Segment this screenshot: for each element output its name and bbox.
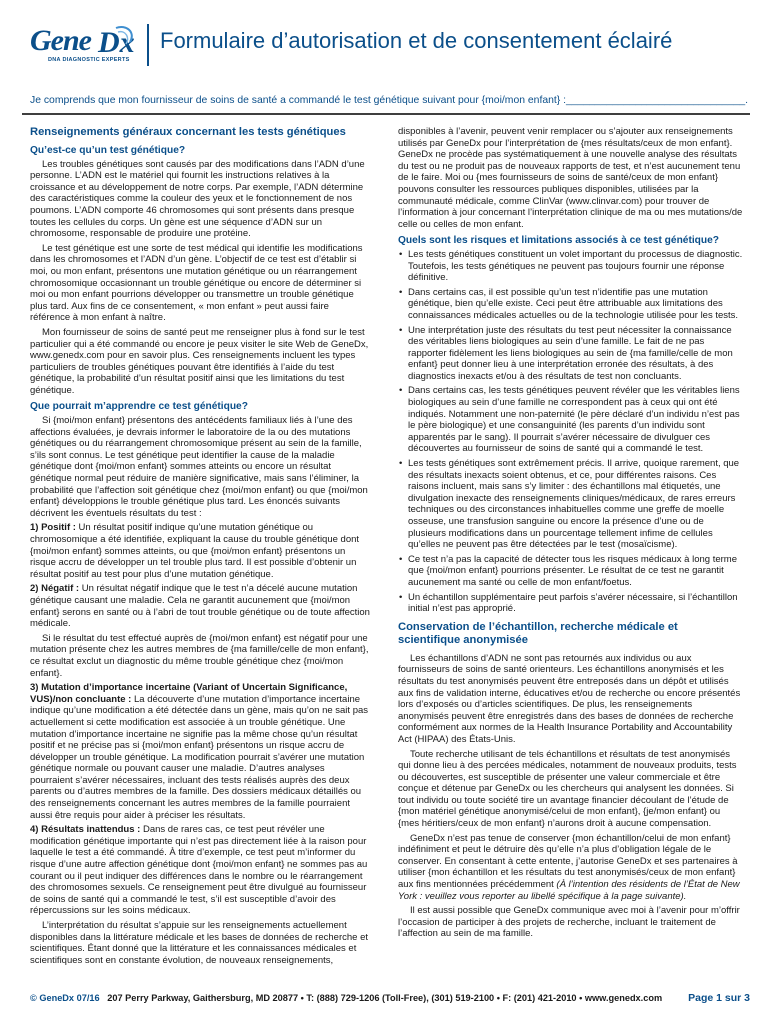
logo-tagline: DNA DIAGNOSTIC EXPERTS xyxy=(48,57,130,63)
footer-address: 207 Perry Parkway, Gaithersburg, MD 20877 • T: (888) 729-1206 (Toll-Free), (301) 519-2100 • F: (201) 421-2010 • www.genedx.com xyxy=(107,993,663,1003)
question-risks-limitations: Quels sont les risques et limitations associés à ce test génétique? xyxy=(398,235,720,247)
page-footer xyxy=(30,993,750,1003)
paragraph: Le test génétique est une sorte de test médical qui identifie les modifications dans les chromosomes et l’ADN d’un gène. L’objectif de ce test est d’établir si moi, ou mon enfant, présentons une mutation génétique ou un réarrangement chromosomique occasionnant un trouble génétique ou encore de déterminer si moi ou mon enfant pourrions développer ou transmettre un trouble génétique plus tard. Aux fins de ce consentement, « mon enfant » peut aussi faire référence à mon enfant à naître. xyxy=(30,242,363,324)
svg-text:Dx: Dx xyxy=(98,26,135,59)
paragraph xyxy=(398,833,743,903)
result-unexpected xyxy=(30,824,370,917)
paragraph: disponibles à l’avenir, peuvent venir remplacer ou s’ajouter aux renseignements utilisés par GeneDx pour l’interprétation de {mes résultats/ceux de mon enfant}. GeneDx ne procède pas systématiquement à une nouvelle analyse des résultats du test ou ne produit pas de nouveaux rapports de test, et n’est aucunement tenu de le faire. Moi ou {mes fournisseurs de soins de santé/ceux de mon enfant} pouvons consulter les ressources publiques disponibles, utilisées par la communauté médicale, comme ClinVar (www.clinvar.com) pour trouver de l’information à jour concernant l’interprétation clinique de ma ou mes mutations/de celle ou celles de mon enfant. xyxy=(398,126,743,230)
result-text: Dans de rares cas, ce test peut révéler une modification génétique importante qui n’est pas directement liée à la raison pour laquelle le test a été commandé. À titre d’exemple, ce test peut m’informer du risque d’une autre affection génétique dont {moi/mon enfant} ne sommes pas au courant ou il peut indiquer des différences dans le nombre ou le réarrangement des chromosomes sexuels. Ce renseignement peut être divulgué au fournisseur de soins de santé qui a commandé le test, s’il est susceptible d’avoir des répercussions sur les soins médicaux. xyxy=(30,824,368,917)
paragraph: Les échantillons d’ADN ne sont pas retournés aux individus ou aux fournisseurs de soins de santé orienteurs. Les échantillons anonymisés et les résultats du test anonymisés peuvent être entreposés dans un dépôt et utilisés aux fins de validation interne, éducatives et/ou de recherche ou encore présentés lors d’exposés ou d’articles scientifiques. De plus, les renseignements anonymisés peuvent être enregistrés dans des bases de données de recherche conformément aux normes de la Health Insurance Portability and Accountability Act (HIPAA) des États-Unis. xyxy=(398,652,741,745)
section-heading-general: Renseignements généraux concernant les tests génétiques xyxy=(30,126,346,138)
section-heading-conservation: Conservation de l’échantillon, recherche médicale et scientifique anonymisée xyxy=(398,620,678,646)
left-column xyxy=(30,120,370,969)
dx-logo-icon xyxy=(96,22,136,62)
list-item: • Une interprétation juste des résultats du test peut nécessiter la connaissance des véritables liens biologiques au sein d’une famille. Le fait de ne pas rapporter fidèlement les liens biologiques au sein de {ma famille/celle de mon enfant} peut donner lieu à une interprétation erronée des résultats, à des diagnostics inexacts et/ou à des résultats de test non concluants. xyxy=(398,325,743,383)
logo-wordmark: Gene xyxy=(30,24,91,57)
result-positive xyxy=(30,522,370,580)
paragraph: Il est aussi possible que GeneDx communique avec moi à l’avenir pour m’offrir l’occasion de participer à des projets de recherche, incluant le traitement de l’affection au sein de ma famille. xyxy=(398,905,740,940)
list-item: • Dans certains cas, les tests génétiques peuvent révéler que les véritables liens biologiques au sein d’une famille ne correspondent pas à ceux qui ont été indiqués. Notamment une non-paternité (le père déclaré d’un individu n’est pas le père biologique) et une consanguinité (les parents d’un individu sont apparentés par le sang). Il pourrait s’avérer nécessaire de divulguer ces découvertes au fournisseur de soins de santé qui a commandé le test. xyxy=(398,385,743,455)
paragraph: Si {moi/mon enfant} présentons des antécédents familiaux liés à l’une des affections évaluées, je devrais informer le laboratoire de la ou des mutations génétiques ou du réarrangement chromosomique présent au sein de la famille, s’ils sont connus. Le test génétique peut identifier la cause de la maladie génétique dont {moi/mon enfant} sommes atteints ou encore un résultat génétique normal peut réduire de manière significative, mais sans l’éliminer, la probabilité que l’affection soit génétique chez {moi/mon enfant} ou que {moi/mon enfant} développions le trouble génétique plus tard. Les énoncés suivants décrivent les éventuels résultats du test : xyxy=(30,415,368,519)
result-label: 1) Positif : xyxy=(30,522,76,534)
paragraph: Si le résultat du test effectué auprès de {moi/mon enfant} est négatif pour une mutation présente chez les autres membres de {ma famille/celle de mon enfant}, ce résultat exclut un diagnostic du même trouble génétique chez {moi/mon enfant}. xyxy=(30,632,369,679)
footer-copyright: © GeneDx 07/16 xyxy=(30,993,100,1003)
list-item: • Dans certains cas, il est possible qu’un test n’identifie pas une mutation génétique, bien qu’elle existe. Ceci peut être attribuable aux limitations des connaissances médicales actuelles ou de la technologie utilisée pour les tests. xyxy=(398,287,743,322)
result-text: La découverte d’une mutation d’importance incertaine indique qu’une modification a été détectée dans un gène, mais qu’on ne sait pas actuellement si cette modification est associée à un trouble génétique. Une mutation d’importance incertaine ne signifie pas la même chose qu’un résultat positif et ne précise pas si {moi/mon enfant} présentons un risque accru de développer un trouble génétique. La modification pourrait s’avérer une mutation génétique normale ou pouvant causer une maladie. D’autres analyses pourraient s’avérer nécessaires, incluant des tests réalisés auprès des deux parents ou d’autres membres de la famille. Des dossiers médicaux détaillés ou des renseignements concernant les autres membres de la famille pourraient aussi être requis pour aider à préciser les résultats. xyxy=(30,693,369,821)
result-text: Un résultat positif indique qu’une mutation génétique ou chromosomique a été identifiée, expliquant la cause du trouble génétique dont {moi/mon enfant} sommes atteints, ou que {moi/mon enfant} présentons un risque accru de développer un tel trouble plus tard. Il est possible d’obtenir un résultat positif au test pour plus d’une mutation génétique. xyxy=(30,522,360,580)
list-item: • Un échantillon supplémentaire peut parfois s’avérer nécessaire, si l’échantillon initial n’est pas approprié. xyxy=(398,592,743,615)
list-item: • Ce test n’a pas la capacité de détecter tous les risques médicaux à long terme que {moi/mon enfant} pourrions présenter. Le résultat de ce test ne garantit aucunement ma santé ou celle de mon enfant/foetus. xyxy=(398,554,743,589)
page-title: Formulaire d’autorisation et de consentement éclairé xyxy=(160,28,673,53)
paragraph: L’interprétation du résultat s’appuie sur les renseignements actuellement disponibles dans la littérature médicale et les bases de données de recherche et scientifiques. Étant donné que la littérature et les connaissances médicales et scientifiques sont en constante évolution, de nouveaux renseignements, xyxy=(30,920,368,966)
risks-list xyxy=(398,249,743,615)
paragraph: Mon fournisseur de soins de santé peut me renseigner plus à fond sur le test particulier qui a été commandé ou encore je peux visiter le site Web de GeneDx, www.genedx.com pour en savoir plus. Ces renseignements incluent les types particuliers de troubles génétiques pouvant être identifiés à l’aide du test génétique, la probabilité d’un résultat positif ainsi que les limitations du test génétique. xyxy=(30,326,369,396)
header-divider xyxy=(147,24,149,66)
result-label: 4) Résultats inattendus : xyxy=(30,824,141,836)
result-label: 3) Mutation d’importance incertaine (Variant of Uncertain Significance, VUS)/non concluante : xyxy=(30,682,348,705)
intro-divider xyxy=(22,113,750,115)
new-york-note: (À l’intention des résidents de l’État de New York : veuillez vous reporter au libellé spécifique à la page suivante). xyxy=(398,879,740,902)
list-item: • Les tests génétiques sont extrêmement précis. Il arrive, quoique rarement, que des résultats inexacts soient obtenus, et ce, pour différentes raisons. Ces raisons incluent, mais sans s’y limiter : des échantillons mal étiquetés, une divulgation inexacte des renseignements cliniques/médicaux, de rares erreurs techniques ou des circonstances inhabituelles comme une greffe de moelle osseuse, une transfusion sanguine ou encore la présence d’une ou de plusieurs modifications dans un pourcentage tellement infime de cellules qu’elles ne peuvent pas être détectées par le test (mosaïcisme). xyxy=(398,458,743,551)
intro-statement: Je comprends que mon fournisseur de soins de santé a commandé le test génétique suivant pour {moi/mon enfant} :_______________________________. xyxy=(30,95,749,106)
result-text: Un résultat négatif indique que le test n’a décelé aucune mutation génétique causant une maladie. Cela ne garantit aucunement que {moi/mon enfant} serons en santé ou à l’abri de tout trouble génétique ou de toute affection médicale. xyxy=(30,583,370,630)
question-what-can-learn: Que pourrait m’apprendre ce test génétique? xyxy=(30,401,248,413)
result-negative xyxy=(30,583,370,629)
result-vus xyxy=(30,682,370,821)
page-number: Page 1 sur 3 xyxy=(688,992,750,1004)
paragraph: Les troubles génétiques sont causés par des modifications dans l’ADN d’une personne. L’ADN est le matériel qui fournit les instructions relatives à la croissance et au développement de notre corps. Par exemple, l’ADN détermine des caractéristiques comme la couleur des yeux et le fonctionnement de nos poumons. L’ADN comporte 46 chromosomes qui sont présents dans presque toutes les cellules du corps. Un gène est une séquence d’ADN sur un chromosome, responsable de produire une protéine. xyxy=(30,158,365,240)
result-label: 2) Négatif : xyxy=(30,583,80,595)
right-column xyxy=(398,126,743,943)
paragraph: Toute recherche utilisant de tels échantillons et résultats de test anonymisés qui donne lieu à des percées médicales, notamment de nouveaux produits, tests ou découvertes, est susceptible de présenter une valeur commerciale et être conçue et détenue par GeneDx ou les chercheurs qui analysent les données. Si tout individu ou toute société tire un avantage financier découlant de l’étude de {mon matériel génétique anonymisé/celui de mon enfant}, {je/mon enfant} ou {mes héritiers/ceux de mon enfant} n’aurons droit à aucune compensation. xyxy=(398,748,737,830)
paragraph-text: GeneDx n’est pas tenue de conserver {mon échantillon/celui de mon enfant} indéfiniment et peut le détruire dès qu’elle n’a plus d’obligation légale de le conserver. En consentant à cette entente, j’autorise GeneDx et ses partenaires à utiliser {mon échantillon et les résultats du test anonymisés/ceux de mon enfant} aux fins mentionnées précédemment xyxy=(398,832,738,891)
genedx-logo xyxy=(30,24,142,68)
list-item: • Les tests génétiques constituent un volet important du processus de diagnostic. Toutefois, les tests génétiques ne peuvent pas toujours fournir une réponse définitive. xyxy=(398,249,743,284)
question-what-is-test: Qu’est-ce qu’un test génétique? xyxy=(30,145,186,156)
